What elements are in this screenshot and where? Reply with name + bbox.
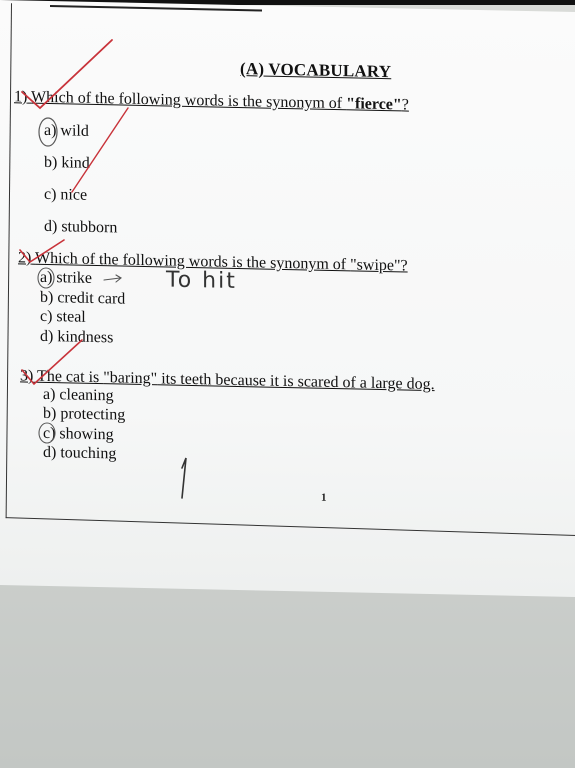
option-1c: c) nice <box>44 185 88 204</box>
option-2b: b) credit card <box>40 288 126 308</box>
option-2d: d) kindness <box>40 327 114 347</box>
option-1a: a) wild <box>44 121 89 140</box>
question-number: 3) <box>20 367 34 385</box>
option-3d: d) touching <box>43 443 117 463</box>
question-number: 2) <box>18 249 32 267</box>
option-3a: a) cleaning <box>43 385 114 405</box>
question-keyword: "swipe" <box>350 256 401 275</box>
question-text-end: its teeth because it is scared of a large dog. <box>157 370 435 394</box>
question-text: Which of the following words is the synonym of <box>31 88 347 113</box>
question-keyword: "fierce" <box>346 95 402 114</box>
handwritten-note: To hit <box>166 267 237 294</box>
question-keyword: "baring" <box>103 369 158 388</box>
section-title: (A) VOCABULARY <box>240 59 392 82</box>
option-2a: a) strike <box>40 268 92 287</box>
option-3c: c) showing <box>43 424 114 444</box>
option-3b: b) protecting <box>43 404 126 424</box>
question-number: 1) <box>14 88 28 106</box>
option-2c: c) steal <box>40 307 86 326</box>
question-text-end: ? <box>400 257 408 275</box>
option-1d: d) stubborn <box>44 217 118 237</box>
question-text-end: ? <box>401 96 409 114</box>
page-number: 1 <box>321 491 327 504</box>
option-1b: b) kind <box>44 153 90 172</box>
question-text: The cat is <box>37 367 104 387</box>
question-text: Which of the following words is the synonym of <box>35 249 351 274</box>
